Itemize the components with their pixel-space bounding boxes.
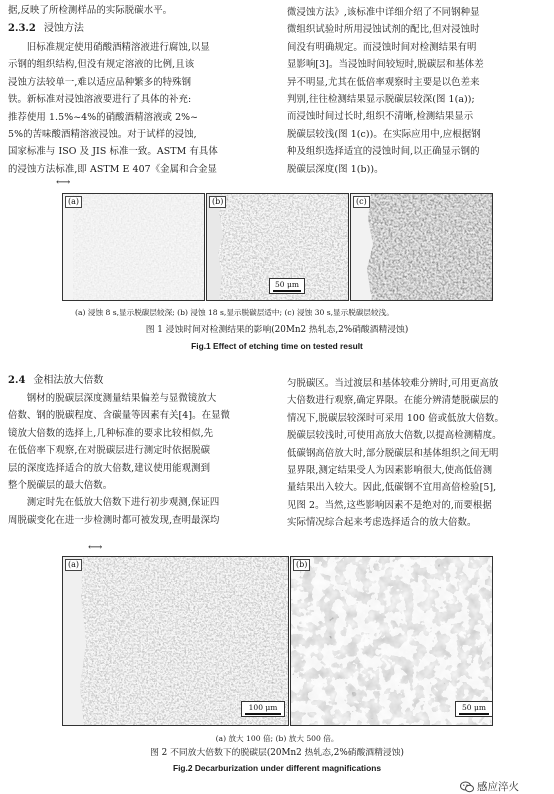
text-line: 显影响[3]。当浸蚀时间较短时,脱碳层和基体差 [287, 59, 484, 71]
scale-bar-line [273, 290, 301, 292]
text-line: 脱碳层深度(图 1(b))。 [287, 163, 384, 175]
text-line: 微浸蚀方法》,该标准中详细介绍了不同钢种显 [287, 7, 480, 18]
text-line: 倍数、钢的脱碳程度、含碳量等因素有关[4]。在显微 [8, 410, 231, 422]
text-line: 示钢的组织结构,但没有规定溶液的比例,且该 [8, 59, 195, 71]
panel-label: (a) [65, 559, 82, 571]
micrograph-image [63, 194, 205, 301]
text-line: 在低倍率下观察,在对脱碳层进行测定时依据脱碳 [8, 445, 211, 457]
micrograph-panel-b [206, 193, 349, 301]
text-line: 显界限,测定结果受人为因素影响很大,使高低倍测 [287, 465, 493, 477]
watermark-text: 感应淬火 [477, 781, 519, 793]
section-heading-2-4 [8, 373, 103, 389]
text-line: 整个脱碳层的最大倍数。 [8, 480, 113, 492]
text-line: 匀脱碳区。当过渡层和基体较难分辨时,可用更高放 [287, 378, 499, 389]
micrograph-panel-c [350, 193, 493, 301]
text-line: 国家标准与 ISO 及 JIS 标准一致。ASTM 有具体 [8, 146, 218, 158]
section-title: 金相法放大倍数 [33, 375, 104, 386]
text-line: 脱碳层较浅时,可使用高放大倍数,以提高检测精度。 [287, 430, 502, 442]
text-line: 情况下,脱碳层较深时可采用 100 倍或低放大倍数。 [287, 412, 504, 424]
panel-label: (b) [293, 559, 310, 571]
text-line: 脱碳层较浅(图 1(c))。在实际应用中,应根据钢 [287, 128, 481, 140]
double-arrow-icon: ⟷ [56, 177, 71, 188]
figure2-caption-en: Fig.2 Decarburization under different magnifications [172, 763, 381, 773]
text-line: 层的深度选择适合的放大倍数,建议使用能观测到 [8, 462, 211, 474]
text-line: 低碳钢高倍放大时,部分脱碳层和基体组织之间无明 [287, 447, 499, 459]
text-line: 测定时先在低放大倍数下进行初步观测,保证四 [26, 497, 220, 509]
micrograph-image [351, 194, 493, 301]
text-line: 见图 2。当然,这些影响因素不是绝对的,而要根据 [287, 499, 492, 511]
double-arrow-icon: ⟷ [88, 542, 103, 553]
section-heading-2-3-2 [8, 21, 84, 37]
text-line: 微组织试验时所用浸蚀试剂的配比,但对浸蚀时 [287, 24, 480, 36]
scale-bar [455, 701, 493, 717]
paragraph-etching-right [287, 4, 549, 178]
figure1-caption-cn: 图 1 浸蚀时间对检测结果的影响(20Mn2 热轧态,2%硝酸酒精浸蚀) [145, 325, 409, 335]
section-title: 浸蚀方法 [43, 23, 84, 34]
left-column-continuation [8, 2, 270, 19]
figure1-caption-en: Fig.1 Effect of etching time on tested result [191, 341, 363, 351]
scale-bar-label: 100 μm [248, 703, 278, 712]
scale-bar-label: 50 μm [462, 703, 486, 712]
text-line: 浸蚀方法较单一,难以适应品种繁多的特殊钢 [8, 76, 192, 88]
text-line: 异不明显,尤其在低倍率观察时主要是以色差来 [287, 76, 480, 88]
text-line: 量结果出入较大。因此,低碳钢不宜用高倍检验[5], [287, 482, 497, 494]
scale-bar [241, 701, 285, 717]
section-number: 2.3.2 [8, 23, 36, 34]
section-number: 2.4 [8, 375, 26, 386]
text-line: 据,反映了所检测样品的实际脱碳水平。 [8, 5, 173, 16]
text-line: 铁。新标准对浸蚀溶液要进行了具体的补充: [8, 94, 192, 106]
scale-bar [269, 278, 305, 294]
text-line: 旧标准规定使用硝酸酒精溶液进行腐蚀,以显 [26, 42, 210, 53]
text-line: 镜放大倍数的选择上,几种标准的要求比较相似,先 [8, 427, 214, 439]
scale-bar-line [245, 713, 281, 715]
figure2-subcaption: (a) 放大 100 倍; (b) 放大 500 倍。 [215, 734, 339, 743]
watermark [460, 779, 519, 794]
text-line: 的浸蚀方法标准,即 ASTM E 407《金属和合金显 [8, 163, 218, 175]
text-line: 周脱碳变化在进一步检测时都可被发现,查明最深均 [8, 514, 220, 526]
text-line: 而浸蚀时间过长时,组织不清晰,检测结果显示 [287, 111, 474, 123]
text-line: 实际情况综合起来考虑选择适合的放大倍数。 [287, 517, 477, 529]
scale-bar-line [459, 713, 489, 715]
micrograph-panel-a [62, 556, 289, 726]
paragraph-magnification-right [287, 375, 549, 532]
paragraph-etching-left [8, 39, 272, 178]
text-line: 5%的苦味酸酒精溶液浸蚀。对于试样的浸蚀, [8, 129, 197, 141]
panel-label: (b) [209, 196, 226, 208]
text-line: 判别,往往检测结果显示脱碳层较深(图 1(a)); [287, 94, 475, 106]
wechat-icon [460, 781, 474, 793]
micrograph-panel-a [62, 193, 205, 301]
scale-bar-label: 50 μm [275, 280, 299, 289]
panel-label: (c) [353, 196, 370, 208]
figure1-subcaption: (a) 浸蚀 8 s,显示脱碳层较深; (b) 浸蚀 18 s,显示脱碳层适中; (c) 浸蚀 30 s,显示脱碳层较浅。 [75, 308, 394, 317]
micrograph-panel-b [290, 556, 493, 726]
figure2-caption-cn: 图 2 不同放大倍数下的脱碳层(20Mn2 热轧态,2%硝酸酒精浸蚀) [150, 748, 404, 758]
paragraph-magnification-left [8, 390, 272, 529]
panel-label: (a) [65, 196, 82, 208]
text-line: 间没有明确规定。而浸蚀时间对检测结果有明 [287, 41, 477, 53]
text-line: 推荐使用 1.5%~4%的硝酸酒精溶液或 2%~ [8, 111, 199, 123]
text-line: 大倍数进行观察,确定界限。在能分辨清楚脱碳层的 [287, 395, 499, 407]
text-line: 种及组织选择适宜的浸蚀时间,以正确显示钢的 [287, 146, 480, 158]
text-line: 钢材的脱碳层深度测量结果偏差与显微镜放大 [26, 393, 217, 404]
